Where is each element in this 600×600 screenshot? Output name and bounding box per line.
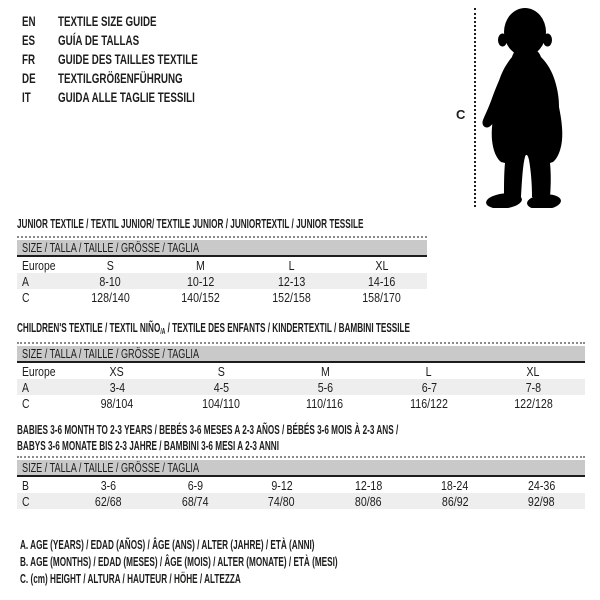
language-row-en bbox=[22, 11, 258, 30]
table-row-height bbox=[17, 395, 585, 411]
size-cell: 9-12 bbox=[270, 477, 293, 493]
language-label: GUÍA DE TALLAS bbox=[58, 31, 140, 48]
language-row-es bbox=[22, 30, 258, 49]
children-size-table bbox=[17, 346, 585, 411]
size-cell: 110/116 bbox=[306, 395, 344, 411]
babies-section-title-line2: BABYS 3-6 MONATE BIS 2-3 JAHRE / BAMBINI 3-6 MESI A 2-3 ANNI bbox=[17, 438, 279, 453]
children-section-title: CHILDREN'S TEXTILE / TEXTIL NIÑO/A / TEXTILE DES ENFANTS / KINDERTEXTIL / BAMBINI TESSILE bbox=[17, 320, 411, 336]
legend-line-b: B. AGE (MONTHS) / EDAD (MESES) / ÂGE (MOIS) / ALTER (MONATE) / ETÀ (MESI) bbox=[20, 554, 338, 569]
size-table-header: SIZE / TALLA / TAILLE / GRÖSSE / TAGLIA bbox=[17, 460, 585, 477]
size-cell: XS bbox=[109, 363, 125, 379]
row-label: B bbox=[22, 477, 29, 493]
row-label: A bbox=[22, 273, 29, 289]
language-label: TEXTILE SIZE GUIDE bbox=[58, 12, 157, 29]
size-cell: 6-7 bbox=[421, 379, 437, 395]
size-cell: 92/98 bbox=[528, 493, 556, 509]
language-code: FR bbox=[22, 50, 36, 67]
size-cell: 122/128 bbox=[513, 395, 553, 411]
size-cell: 8-10 bbox=[99, 273, 121, 289]
size-cell: 18-24 bbox=[441, 477, 469, 493]
size-cell: 3-6 bbox=[100, 477, 117, 493]
junior-size-table bbox=[17, 240, 427, 305]
size-cell: 116/122 bbox=[410, 395, 448, 411]
row-label: C bbox=[22, 493, 30, 509]
height-measure-figure bbox=[450, 0, 600, 215]
language-label: GUIDE DES TAILLES TEXTILE bbox=[58, 50, 198, 67]
size-cell: 5-6 bbox=[317, 379, 333, 395]
size-cell: S bbox=[217, 363, 225, 379]
size-cell: XL bbox=[526, 363, 540, 379]
row-label: Europe bbox=[22, 363, 56, 379]
table-row-europe bbox=[17, 257, 427, 273]
row-label: C bbox=[22, 395, 30, 411]
size-cell: 12-13 bbox=[277, 273, 305, 289]
size-cell: 98/104 bbox=[100, 395, 134, 411]
size-cell: 12-18 bbox=[354, 477, 382, 493]
size-cell: S bbox=[106, 257, 114, 273]
row-label: Europe bbox=[22, 257, 56, 273]
babies-section-title-line1: BABIES 3-6 MONTH TO 2-3 YEARS / BEBÉS 3-6 MESES A 2-3 AÑOS / BÉBÉS 3-6 MOIS À 2-3 ANS / bbox=[17, 422, 399, 437]
size-cell: 62/68 bbox=[94, 493, 122, 509]
language-code: IT bbox=[22, 88, 31, 105]
size-cell: 14-16 bbox=[368, 273, 396, 289]
table-row-europe bbox=[17, 363, 585, 379]
language-code: EN bbox=[22, 12, 36, 29]
size-cell: 80/86 bbox=[355, 493, 382, 509]
size-table-header: SIZE / TALLA / TAILLE / GRÖSSE / TAGLIA bbox=[17, 346, 585, 363]
size-cell: 10-12 bbox=[187, 273, 215, 289]
size-cell: 86/92 bbox=[441, 493, 469, 509]
subscript-a: /A bbox=[160, 327, 166, 336]
height-c-label: C bbox=[456, 107, 466, 122]
legend-line-c: C. (cm) HEIGHT / ALTURA / HAUTEUR / HÖHE / ALTEZZA bbox=[20, 571, 241, 586]
size-cell: 6-9 bbox=[187, 477, 203, 493]
table-row-age bbox=[17, 379, 585, 395]
size-cell: 4-5 bbox=[213, 379, 229, 395]
size-cell: 128/140 bbox=[90, 289, 130, 305]
size-cell: L bbox=[426, 363, 432, 379]
size-cell: 7-8 bbox=[525, 379, 541, 395]
size-cell: 3-4 bbox=[109, 379, 125, 395]
size-cell: 158/170 bbox=[362, 289, 402, 305]
size-table-header: SIZE / TALLA / TAILLE / GRÖSSE / TAGLIA bbox=[17, 240, 427, 257]
size-cell: L bbox=[288, 257, 295, 273]
size-cell: 104/110 bbox=[202, 395, 240, 411]
size-cell: 140/152 bbox=[181, 289, 221, 305]
size-cell: M bbox=[320, 363, 330, 379]
size-cell: 68/74 bbox=[181, 493, 209, 509]
size-cell: M bbox=[196, 257, 206, 273]
language-code: DE bbox=[22, 69, 36, 86]
table-row-height bbox=[17, 493, 585, 509]
toddler-silhouette bbox=[477, 6, 577, 208]
legend-line-a: A. AGE (YEARS) / EDAD (AÑOS) / ÂGE (ANS) / ALTER (JAHRE) / ETÀ (ANNI) bbox=[20, 537, 315, 552]
language-row-de bbox=[22, 68, 258, 87]
table-row-age-months bbox=[17, 477, 585, 493]
height-dotted-line bbox=[474, 8, 476, 207]
language-row-fr bbox=[22, 49, 258, 68]
junior-section-title: JUNIOR TEXTILE / TEXTIL JUNIOR/ TEXTILE JUNIOR / JUNIORTEXTIL / JUNIOR TESSILE bbox=[17, 216, 364, 231]
language-label: GUIDA ALLE TAGLIE TESSILI bbox=[58, 88, 195, 105]
size-cell: 24-36 bbox=[528, 477, 556, 493]
row-label: C bbox=[22, 289, 30, 305]
language-label: TEXTILGRÖßENFÜHRUNG bbox=[58, 69, 183, 86]
size-cell: XL bbox=[375, 257, 389, 273]
babies-size-table bbox=[17, 460, 585, 509]
language-row-it bbox=[22, 87, 258, 106]
language-code: ES bbox=[22, 31, 36, 48]
language-list bbox=[22, 11, 258, 106]
row-label: A bbox=[22, 379, 29, 395]
table-row-height bbox=[17, 289, 427, 305]
size-cell: 152/158 bbox=[271, 289, 311, 305]
size-cell: 74/80 bbox=[268, 493, 296, 509]
table-row-age bbox=[17, 273, 427, 289]
